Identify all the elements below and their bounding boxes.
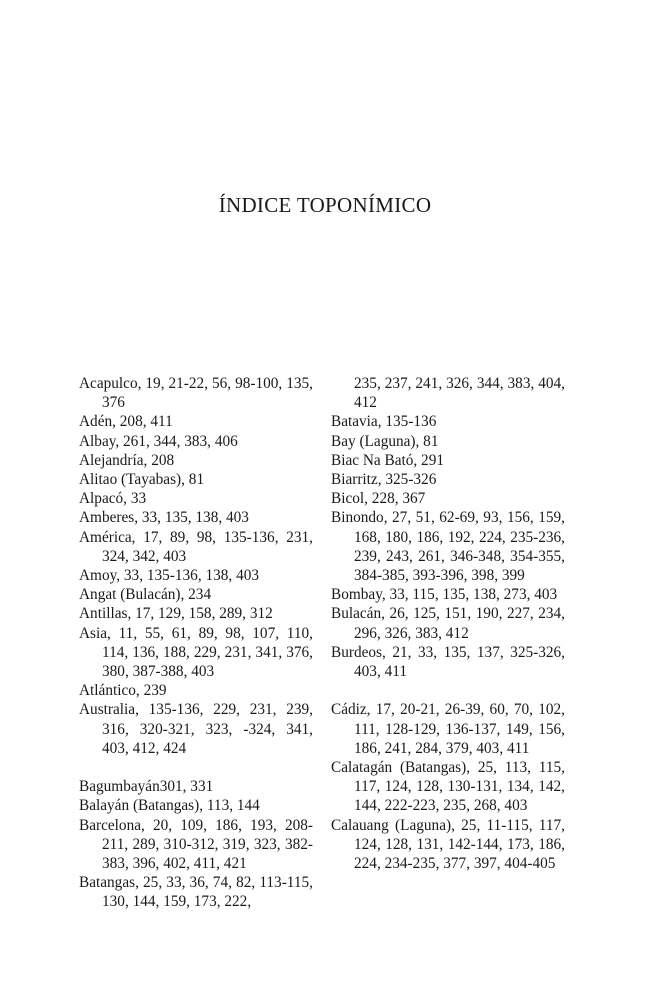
index-entry: Barcelona, 20, 109, 186, 193, 208-211, 289, 310-312, 319, 323, 382-383, 396, 402, 411, 421 <box>79 816 313 873</box>
index-entry: Calatagán (Batangas), 25, 113, 115, 117, 124, 128, 130-131, 134, 142, 144, 222-223, 235, 268, 403 <box>331 759 565 815</box>
index-entry: Cádiz, 17, 20-21, 26-39, 60, 70, 102, 111, 128-129, 136-137, 149, 156, 186, 241, 284, 379, 403, 411 <box>331 701 565 757</box>
page-title: ÍNDICE TOPONÍMICO <box>218 193 432 217</box>
index-entry: Acapulco, 19, 21-22, 56, 98-100, 135, 376 <box>79 375 313 412</box>
index-entry: Alpacó, 33 <box>79 490 147 508</box>
index-entry: Biac Na Bató, 291 <box>331 451 445 469</box>
index-entry: Burdeos, 21, 33, 135, 137, 325-326, 403, 411 <box>331 643 565 681</box>
index-entry: Calauang (Laguna), 25, 11-115, 117, 124, 128, 131, 142-144, 173, 186, 224, 234-235, 377, 397, 404-405 <box>331 816 565 873</box>
letter-section-gap <box>79 758 313 777</box>
index-entry: Biarritz, 325-326 <box>331 471 437 489</box>
index-entry: Antillas, 17, 129, 158, 289, 312 <box>79 605 273 623</box>
index-entry: Batavia, 135-136 <box>331 413 437 431</box>
letter-section-gap <box>331 681 565 700</box>
index-entry: Balayán (Batangas), 113, 144 <box>79 797 260 815</box>
index-entry: Alejandría, 208 <box>79 451 175 469</box>
index-entry: Amoy, 33, 135-136, 138, 403 <box>79 567 260 585</box>
index-entry: Angat (Bulacán), 234 <box>79 586 212 604</box>
index-entry: Amberes, 33, 135, 138, 403 <box>79 509 249 527</box>
index-entry: Australia, 135-136, 229, 231, 239, 316, 320-321, 323, -324, 341, 403, 412, 424 <box>79 701 313 757</box>
index-entry: Batangas, 25, 33, 36, 74, 82, 113-115, 130, 144, 159, 173, 222, <box>79 874 313 911</box>
index-column-right <box>331 374 565 873</box>
index-entry: América, 17, 89, 98, 135-136, 231, 324, 342, 403 <box>79 528 313 565</box>
index-entry: Bulacán, 26, 125, 151, 190, 227, 234, 296, 326, 383, 412 <box>331 605 565 642</box>
index-column-left <box>79 374 313 912</box>
index-entry: Albay, 261, 344, 383, 406 <box>79 432 238 450</box>
index-entry: Asia, 11, 55, 61, 89, 98, 107, 110, 114, 136, 188, 229, 231, 341, 376, 380, 387-388, 403 <box>79 624 313 681</box>
index-entry: Binondo, 27, 51, 62-69, 93, 156, 159, 168, 180, 186, 192, 224, 235-236, 239, 243, 261, 346-348, 354-355, 384-385, 393-396, 398, 399 <box>331 509 565 585</box>
index-entry: 235, 237, 241, 326, 344, 383, 404, 412 <box>354 375 565 412</box>
index-entry: Atlántico, 239 <box>79 682 167 700</box>
index-entry: Bombay, 33, 115, 135, 138, 273, 403 <box>331 586 558 604</box>
index-entry: Alitao (Tayabas), 81 <box>79 471 205 489</box>
index-entry: Bicol, 228, 367 <box>331 490 426 508</box>
index-entry: Bagumbayán301, 331 <box>79 778 214 796</box>
index-entry: Bay (Laguna), 81 <box>331 432 439 450</box>
index-entry: Adén, 208, 411 <box>79 413 173 431</box>
